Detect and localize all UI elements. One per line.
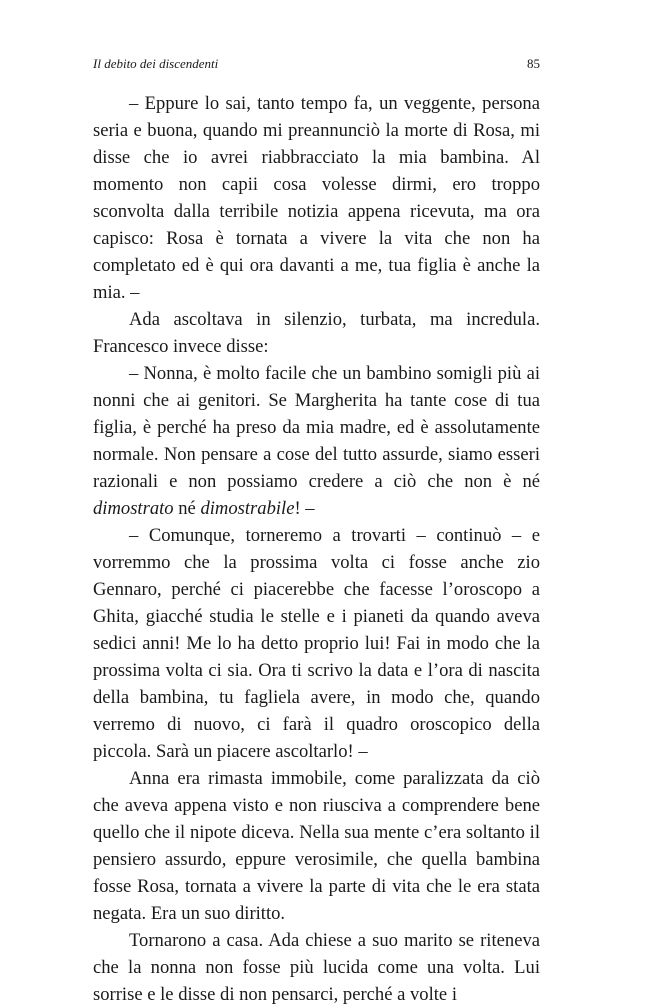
paragraph-text: né bbox=[173, 498, 201, 519]
italic-word-dimostrabile: dimostrabile bbox=[200, 498, 295, 519]
paragraph-text: Tornarono a casa. Ada chiese a suo marito se riteneva che la nonna non fosse più lucida come una volta. Lui sorrise e le disse di non pensarci, perché a volte i bbox=[93, 930, 540, 1005]
paragraph-text: – Nonna, è molto facile che un bambino somigli più ai nonni che ai genitori. Se Margherita ha tante cose di tua figlia, è perché ha preso da mia madre, ed è assolutamente normale. Non pensare a cose del tutto assurde, siamo esseri razionali e non possiamo credere a ciò che non è né bbox=[93, 363, 540, 492]
paragraph-text: – Eppure lo sai, tanto tempo fa, un veggente, persona seria e buona, quando mi preannunciò la morte di Rosa, mi disse che io avrei riabbracciato la mia bambina. Al momento non capii cosa volesse dirmi, ero troppo sconvolta dalla terribile notizia appena ricevuta, ma ora capisco: Rosa è tornata a vivere la vita che non ha completato ed è qui ora davanti a me, tua figlia è anche la mia. – bbox=[93, 93, 540, 303]
paragraph-anna bbox=[93, 765, 540, 927]
paragraph-text: – Comunque, torneremo a trovarti – continuò – e vorremmo che la prossima volta ci fosse anche zio Gennaro, perché ci piacerebbe che facesse l’oroscopo a Ghita, giacché studia le stelle e i pianeti da quando aveva sedici anni! Me lo ha detto proprio lui! Fai in modo che la prossima volta ci sia. Ora ti scrivo la data e l’ora di nascita della bambina, tu fagliela avere, in modo che, quando verremo di nuovo, ci farà il quadro oroscopico della piccola. Sarà un piacere ascoltarlo! – bbox=[93, 525, 540, 762]
paragraph-ada-ascoltava bbox=[93, 306, 540, 360]
page-number: 85 bbox=[527, 56, 540, 71]
paragraph-tornarono bbox=[93, 927, 540, 1008]
body-text bbox=[93, 90, 540, 1008]
paragraph-text: Ada ascoltava in silenzio, turbata, ma incredula. Francesco invece disse: bbox=[93, 309, 540, 357]
italic-word-dimostrato: dimostrato bbox=[93, 498, 174, 519]
running-title: Il debito dei discendenti bbox=[93, 56, 219, 71]
paragraph-nonna bbox=[93, 360, 540, 522]
paragraph-veggente bbox=[93, 90, 540, 306]
paragraph-text: Anna era rimasta immobile, come paralizzata da ciò che aveva appena visto e non riusciva a comprendere bene quello che il nipote diceva. Nella sua mente c’era soltanto il pensiero assurdo, eppure verosimile, che quella bambina fosse Rosa, tornata a vivere la parte di vita che le era stata negata. Era un suo diritto. bbox=[93, 768, 540, 924]
running-head bbox=[93, 56, 540, 76]
paragraph-text: ! – bbox=[294, 498, 315, 519]
paragraph-comunque bbox=[93, 522, 540, 765]
